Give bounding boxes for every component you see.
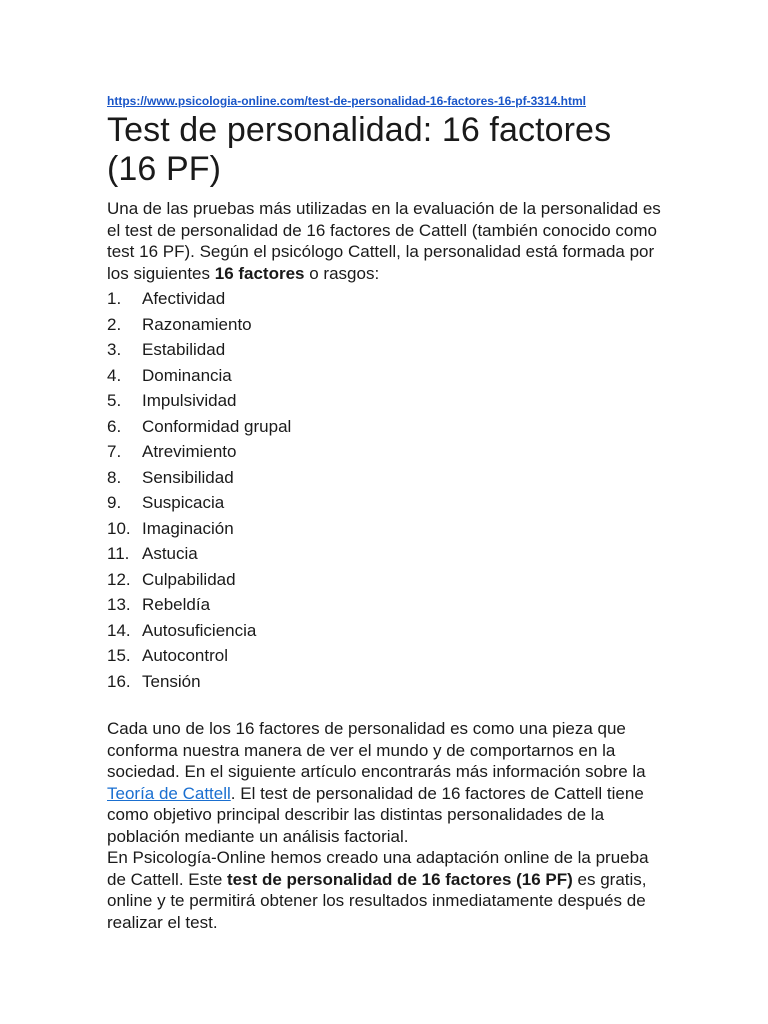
factor-number: 3. (107, 340, 122, 359)
factor-label: Autosuficiencia (142, 620, 257, 640)
factor-label: Imaginación (142, 518, 234, 538)
factor-label: Sensibilidad (142, 467, 234, 487)
factor-label: Afectividad (142, 289, 226, 308)
body2-text-1: En Psicología-Online hemos creado una adaptación online de la prueba de Cattell. Este (107, 848, 649, 889)
factor-label: Rebeldía (142, 595, 211, 614)
body1-text-2: . El test de personalidad de 16 factores de Cattell tiene como objetivo principal describir las distintas personalidades de la población mediante un análisis factorial. (107, 783, 644, 846)
intro-text-2: o rasgos: (304, 263, 380, 283)
spacer (107, 694, 667, 718)
factor-number: 11. (107, 544, 130, 563)
factor-item (107, 541, 667, 567)
document-page (107, 94, 667, 933)
factor-item (107, 465, 667, 491)
factor-number: 16. (107, 671, 131, 691)
factor-item (107, 618, 667, 644)
factor-label: Razonamiento (142, 314, 252, 334)
factor-item (107, 669, 667, 695)
title-line-2: (16 PF) (107, 150, 222, 188)
intro-bold: 16 factores (214, 263, 305, 283)
factor-item (107, 414, 667, 440)
factor-number: 7. (107, 442, 122, 461)
factor-label: Impulsividad (142, 391, 237, 410)
factor-number: 14. (107, 620, 131, 640)
factor-number: 1. (107, 289, 122, 308)
factor-item (107, 643, 667, 669)
intro-text-1: Una de las pruebas más utilizadas en la evaluación de la personalidad es el test de personalidad de 16 factores de Cattell (también conocido como test 16 PF). Según el psicólogo Cattell, la personalidad está formada por los siguientes (107, 199, 661, 283)
intro-paragraph (107, 198, 667, 284)
body2-text-2: es gratis, online y te permitirá obtener los resultados inmediatamente después de realizar el test. (107, 869, 647, 932)
factor-label: Astucia (142, 544, 198, 563)
factor-label: Suspicacia (142, 493, 225, 512)
body2-bold: test de personalidad de 16 factores (16 PF) (227, 869, 573, 889)
factor-label: Conformidad grupal (142, 416, 292, 436)
body1-text-1: Cada uno de los 16 factores de personalidad es como una pieza que conforma nuestra manera de ver el mundo y de comportarnos en la sociedad. En el siguiente artículo encontrarás más información sobre la (107, 719, 646, 781)
body-paragraph-1 (107, 718, 667, 847)
factor-label: Estabilidad (142, 340, 226, 359)
body-paragraph-2 (107, 847, 667, 933)
factor-number: 15. (107, 646, 131, 665)
factor-item (107, 337, 667, 363)
factor-item (107, 312, 667, 338)
source-url-link[interactable]: https://www.psicologia-online.com/test-de-personalidad-16-factores-16-pf-3314.html (107, 94, 586, 108)
factor-number: 13. (107, 595, 131, 614)
title-line-1: Test de personalidad: 16 factores (107, 111, 612, 149)
factor-label: Autocontrol (142, 646, 228, 665)
factor-number: 5. (107, 391, 122, 410)
factor-item (107, 490, 667, 516)
factor-number: 12. (107, 569, 131, 589)
factor-number: 10. (107, 518, 131, 538)
factor-number: 4. (107, 365, 122, 385)
factor-item (107, 439, 667, 465)
factor-number: 9. (107, 493, 122, 512)
factor-number: 2. (107, 314, 122, 334)
page-title (107, 111, 667, 189)
factor-item (107, 363, 667, 389)
factor-number: 6. (107, 416, 122, 436)
factor-number: 8. (107, 467, 122, 487)
factor-item (107, 567, 667, 593)
factor-item (107, 388, 667, 414)
factor-item (107, 516, 667, 542)
factor-list (107, 286, 667, 694)
factor-item (107, 286, 667, 312)
teoria-cattell-link[interactable]: Teoría de Cattell (107, 783, 231, 803)
factor-label: Tensión (142, 671, 201, 691)
factor-label: Culpabilidad (142, 569, 236, 589)
factor-label: Atrevimiento (142, 442, 237, 461)
factor-label: Dominancia (142, 365, 232, 385)
factor-item (107, 592, 667, 618)
